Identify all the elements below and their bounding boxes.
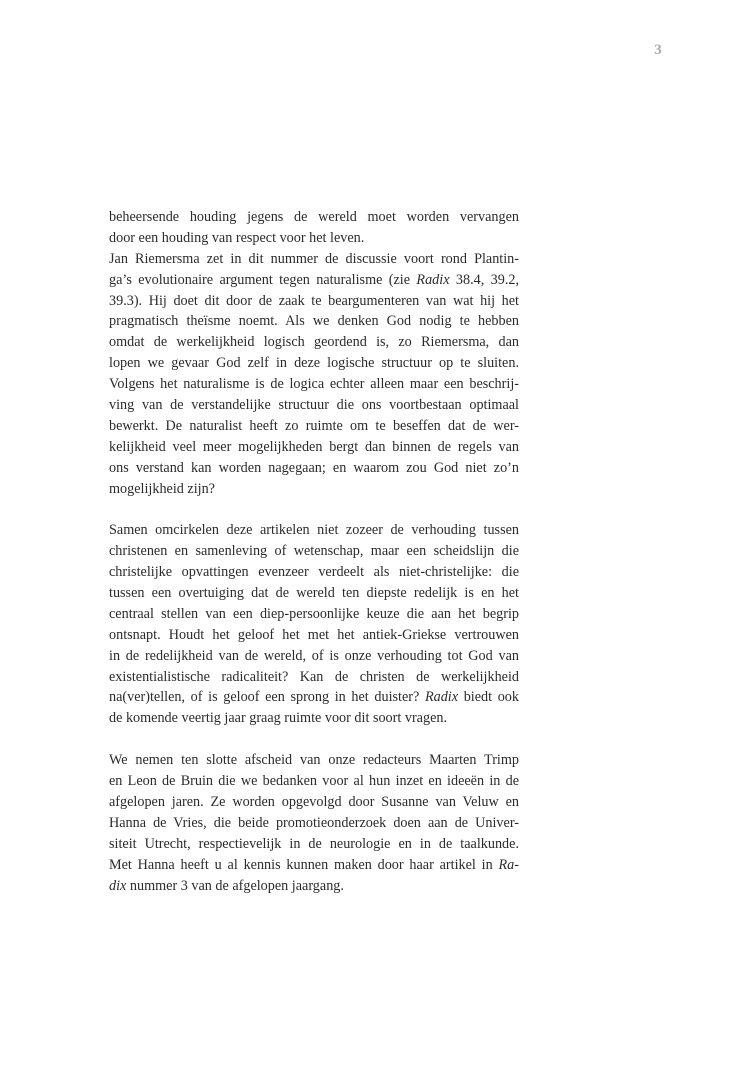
- text-line: Volgens het naturalisme is de logica echter alleen maar een beschrij-: [109, 376, 519, 393]
- text-line: [109, 270, 519, 291]
- journal-title: Radix: [424, 689, 459, 706]
- text-line: ving van de verstandelijke structuur die ons voortbestaan optimaal: [109, 397, 519, 414]
- text-line: de komende veertig jaar graag ruimte voor dit soort vragen.: [109, 710, 448, 727]
- text-line: beheersende houding jegens de wereld moet worden vervangen: [109, 209, 519, 225]
- text-line: tussen een overtuiging dat de wereld ten diepste redelijk is en het: [109, 585, 519, 602]
- paragraph-gap: [109, 499, 519, 520]
- journal-title: Ra-: [498, 856, 519, 873]
- text-line: Jan Riemersma zet in dit nummer de discussie voort rond Plantin-: [109, 250, 519, 267]
- text-line: ons verstand kan worden nagegaan; en waarom zou God niet zo’n: [109, 459, 519, 476]
- text-line: Hanna de Vries, die beide promotieonderzoek doen aan de Univer-: [109, 814, 519, 831]
- text-line: omdat de werkelijkheid logisch geordend is, zo Riemersma, dan: [109, 334, 519, 351]
- text-line: en Leon de Bruin die we bedanken voor al hun inzet en ideeën in de: [109, 773, 519, 790]
- text-line: christenen en samenleving of wetenschap, maar een scheidslijn die: [109, 543, 519, 560]
- text-line: [109, 855, 519, 876]
- page-number: 3: [654, 42, 662, 58]
- journal-title: dix: [109, 877, 127, 894]
- text-run: nummer 3 van de afgelopen jaargang.: [126, 877, 344, 894]
- text-line: siteit Utrecht, respectievelijk in de neurologie en in de taalkunde.: [109, 835, 519, 852]
- text-line: ontsnapt. Houdt het geloof het met het antiek-Griekse vertrouwen: [109, 626, 519, 643]
- text-line: centraal stellen van een diep-persoonlijke keuze die aan het begrip: [109, 605, 519, 622]
- text-line: pragmatisch theïsme noemt. Als we denken God nodig te hebben: [109, 313, 519, 330]
- text-line: christelijke opvattingen evenzeer verdeelt als niet-christelijke: die: [109, 564, 519, 581]
- text-line: lopen we gevaar God zelf in deze logische structuur op te sluiten.: [109, 355, 519, 372]
- text-line: bewerkt. De naturalist heeft zo ruimte om te beseffen dat de wer-: [109, 417, 519, 434]
- text-line: door een houding van respect voor het leven.: [109, 229, 365, 246]
- body-text: [109, 207, 519, 896]
- text-run: biedt ook: [458, 689, 519, 706]
- text-line: in de redelijkheid van de wereld, of is onze verhouding tot God van: [109, 647, 519, 664]
- text-line: kelijkheid veel meer mogelijkheden bergt dan binnen de regels van: [109, 438, 519, 455]
- text-run: na(ver)tellen, of is geloof een sprong in het duister?: [109, 689, 425, 706]
- text-line: We nemen ten slotte afscheid van onze redacteurs Maarten Trimp: [109, 752, 519, 769]
- text-run: Met Hanna heeft u al kennis kunnen maken door haar artikel in: [109, 856, 499, 873]
- paragraph-gap: [109, 729, 519, 750]
- text-line: [109, 687, 519, 708]
- journal-title: Radix: [416, 271, 450, 288]
- text-run: ga’s evolutionaire argument tegen naturalisme (zie: [109, 271, 417, 288]
- text-line: mogelijkheid zijn?: [109, 480, 215, 497]
- text-line: Samen omcirkelen deze artikelen niet zozeer de verhouding tussen: [109, 522, 519, 539]
- text-line: 39.3). Hij doet dit door de zaak te beargumenteren van wat hij het: [109, 292, 519, 309]
- text-line: [109, 876, 519, 897]
- text-line: afgelopen jaren. Ze worden opgevolgd door Susanne van Veluw en: [109, 793, 519, 810]
- text-run: 38.4, 39.2,: [449, 271, 520, 288]
- text-line: existentialistische radicaliteit? Kan de christen de werkelijkheid: [109, 668, 519, 685]
